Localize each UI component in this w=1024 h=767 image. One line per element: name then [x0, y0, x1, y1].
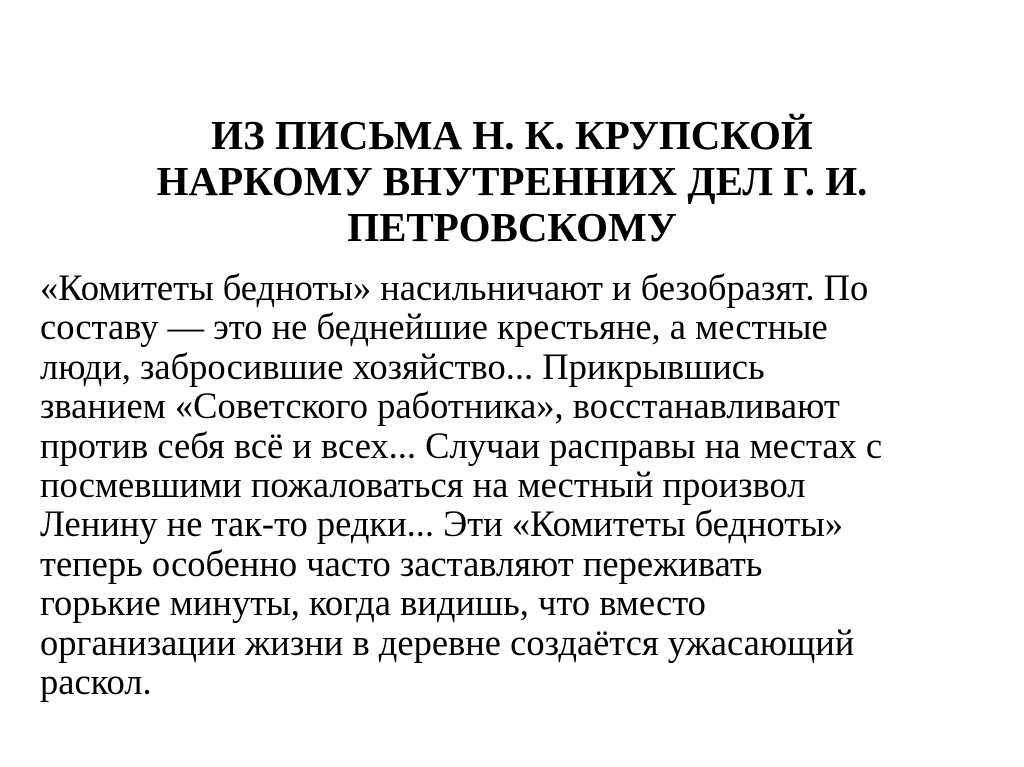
title-line: НАРКОМУ ВНУТРЕННИХ ДЕЛ Г. И. — [156, 158, 868, 204]
title-line: ПЕТРОВСКОМУ — [347, 204, 677, 250]
quote-line: званием «Советского работника», восстанавливают — [40, 385, 840, 427]
slide-title — [60, 112, 964, 250]
quote-line: раскол. — [40, 661, 152, 703]
quote-line: теперь особенно часто заставляют переживать — [40, 542, 763, 584]
quote-line: горькие минуты, когда видишь, что вместо — [40, 582, 706, 624]
letter-quote — [40, 268, 1000, 701]
quote-line: составу — это не беднейшие крестьяне, а местные — [40, 306, 828, 348]
quote-line: «Комитеты бедноты» насильничают и безобразят. По — [40, 267, 869, 308]
quote-line: Ленину не так-то редки... Эти «Комитеты бедноты» — [40, 503, 843, 545]
quote-line: против себя всё и всех... Случаи расправы на местах с — [40, 424, 883, 466]
quote-line: организации жизни в деревне создаётся ужасающий — [40, 621, 855, 663]
title-line: ИЗ ПИСЬМА Н. К. КРУПСКОЙ — [211, 112, 813, 158]
quote-line: люди, забросившие хозяйство... Прикрывшись — [40, 345, 765, 387]
quote-line: посмевшими пожаловаться на местный произвол — [40, 464, 806, 506]
